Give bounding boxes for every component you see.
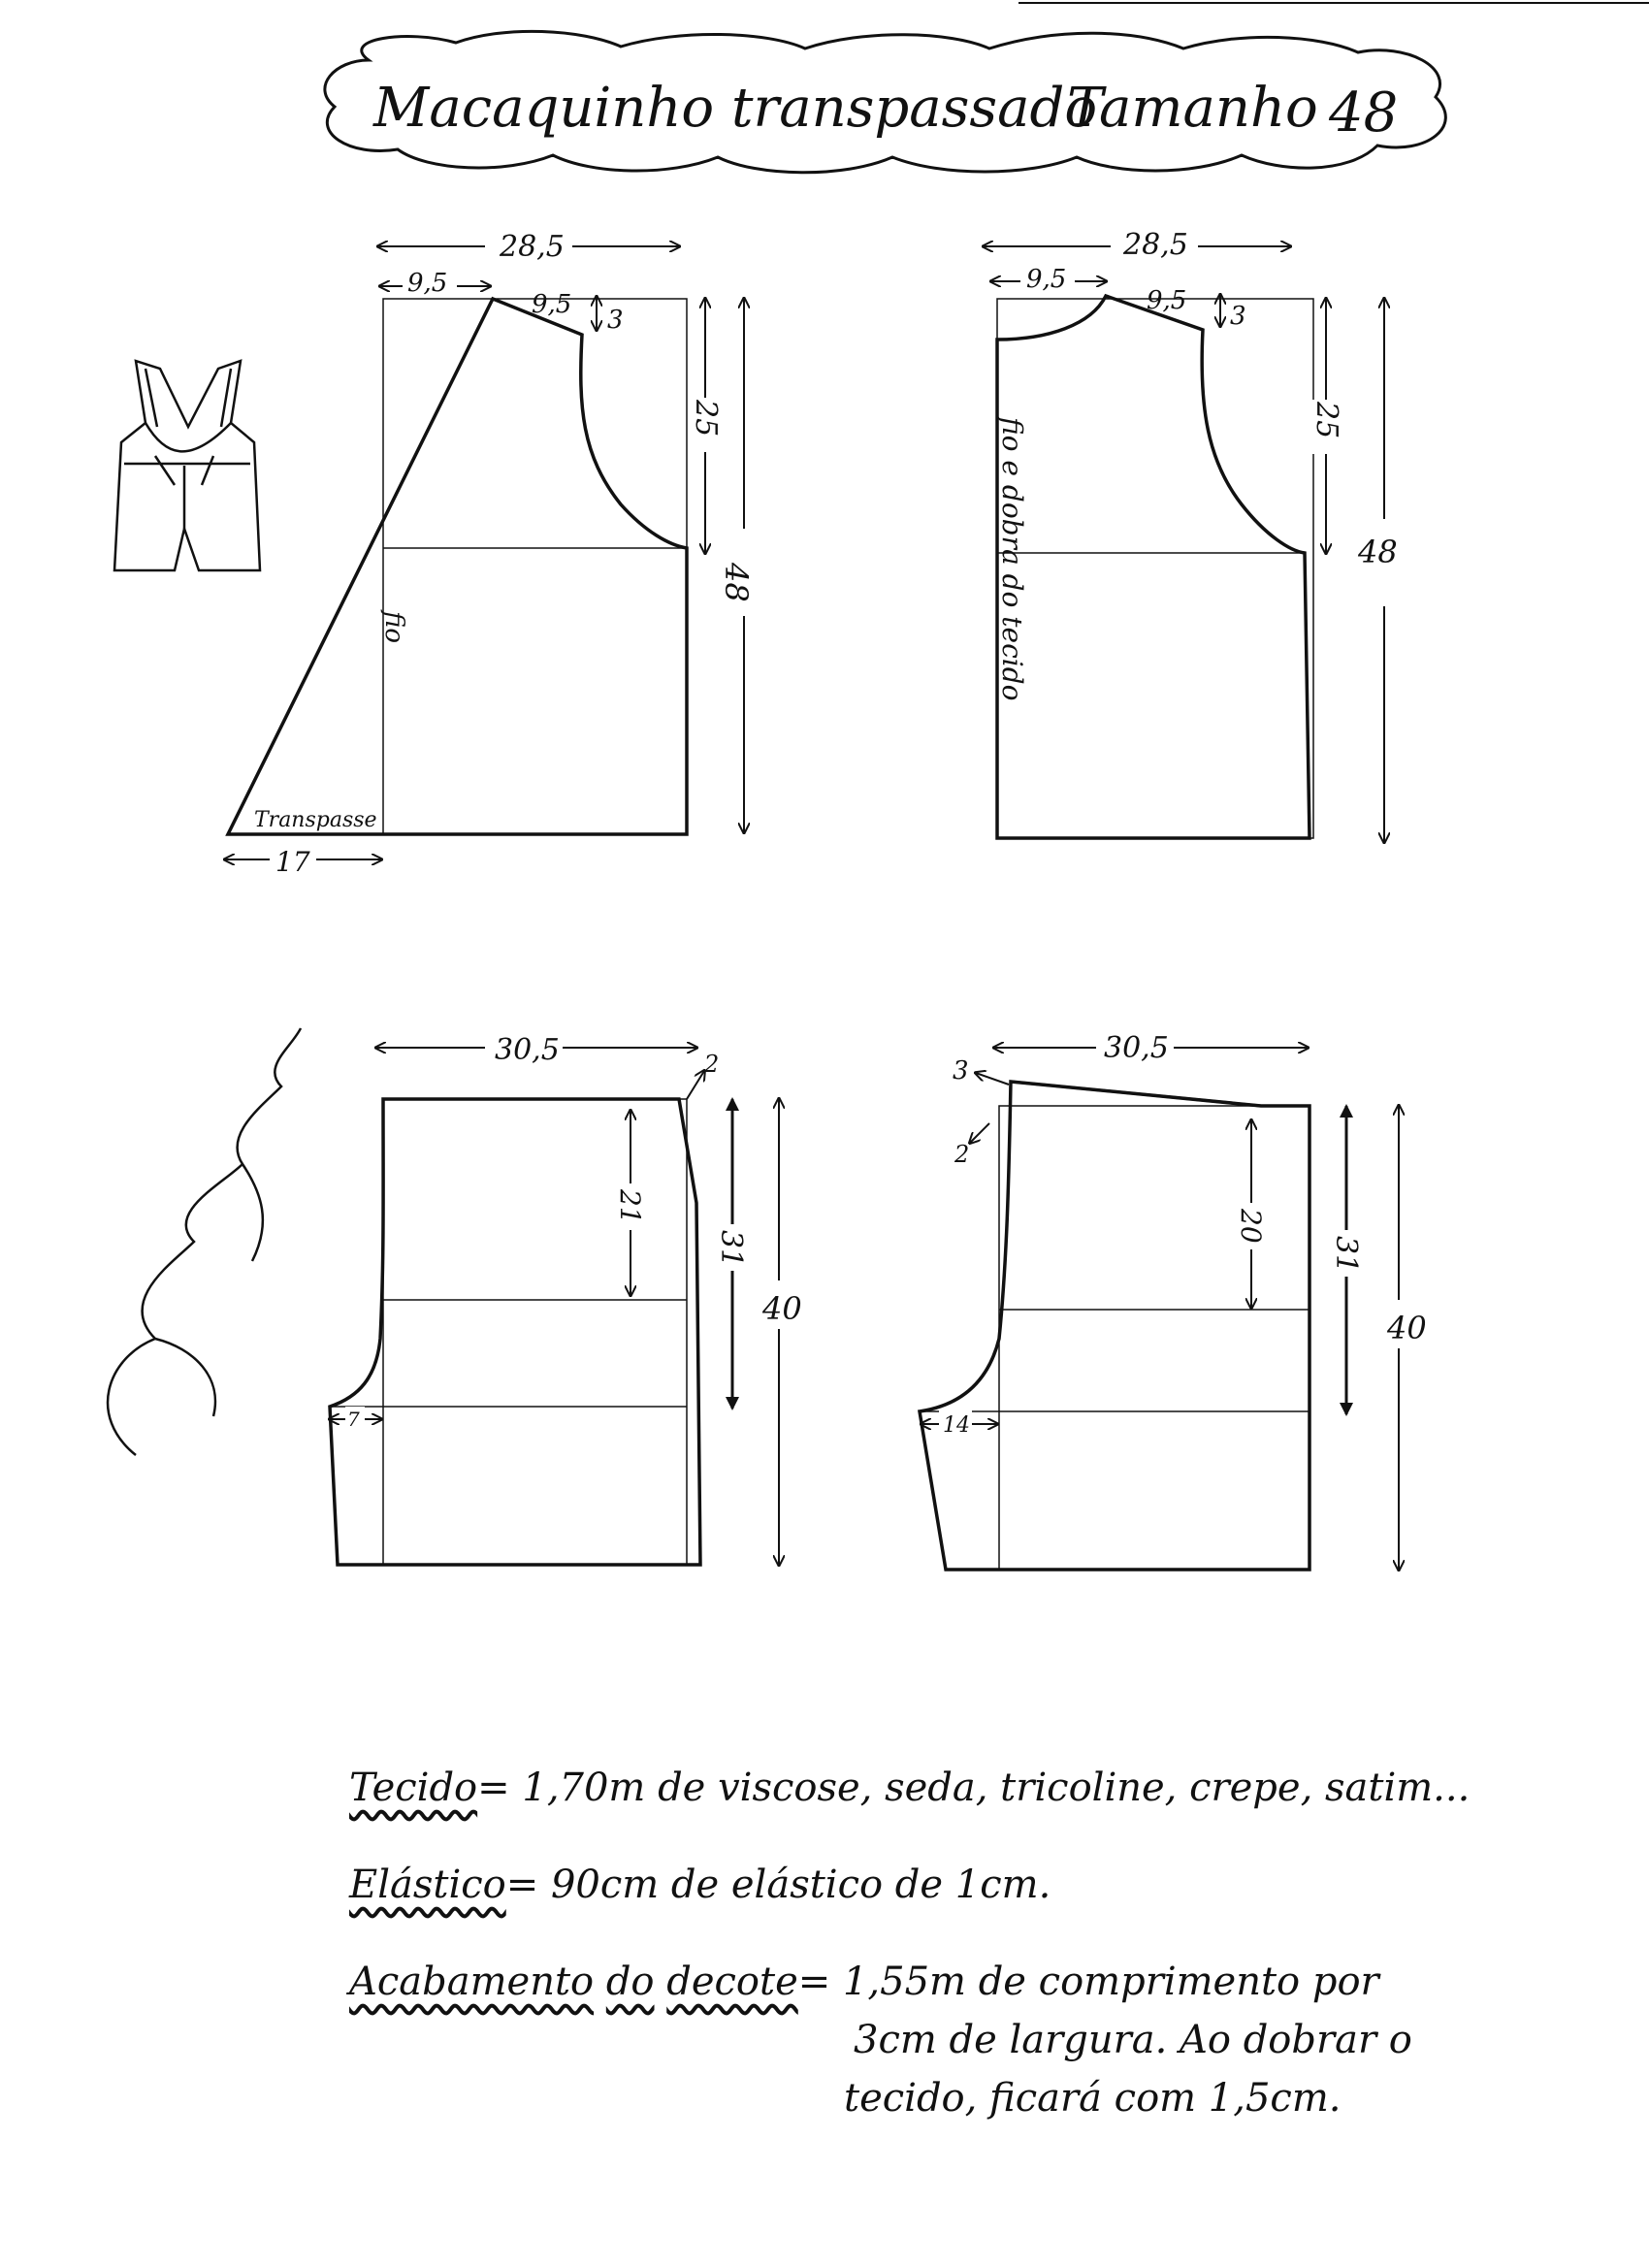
shorts-front-outline	[330, 1099, 700, 1565]
bodice-back-length-label: 48	[1358, 534, 1398, 570]
neckline-finish-text-3: tecido, ficará com 1,5cm.	[844, 2076, 1342, 2121]
garment-sketch	[114, 361, 260, 570]
bodice-back-armhole-label: 25	[1310, 402, 1343, 439]
shorts-front-frame	[383, 1099, 687, 1565]
shorts-front-crotch-ext-label: 7	[347, 1408, 360, 1431]
bodice-back-outline	[997, 296, 1310, 838]
bodice-back-frame	[997, 299, 1313, 838]
bodice-back-piece	[984, 221, 1406, 842]
size-value: 48	[1329, 81, 1399, 145]
shorts-front-crotch-label: 21	[614, 1189, 646, 1224]
shorts-back-piece	[920, 1026, 1427, 1570]
shorts-back-frame	[999, 1106, 1310, 1570]
size-label: Tamanho	[1067, 77, 1318, 140]
elastic-note	[349, 1863, 1051, 1907]
neckline-finish-text-2: 3cm de largura. Ao dobrar o	[854, 2018, 1412, 2062]
bodice-back-fold-label: fio e dobra do tecido	[996, 417, 1028, 701]
bodice-front-outline	[228, 299, 687, 834]
bodice-front-overlap-width-label: 17	[275, 846, 310, 878]
shorts-back-crotch-ext-label: 14	[943, 1413, 970, 1438]
bodice-front-overlap-label: Transpasse	[254, 808, 377, 832]
elastic-note-label: Elástico	[349, 1863, 506, 1907]
neckline-finish-text-1: = 1,55m de comprimento por	[797, 1960, 1379, 2004]
fabric-note-label: Tecido	[349, 1766, 478, 1810]
neckline-finish-label-3: decote	[666, 1960, 798, 2004]
neckline-finish-label-2: do	[605, 1960, 655, 2004]
shorts-back-length-label: 40	[1387, 1310, 1427, 1346]
shorts-front-piece	[330, 1028, 802, 1565]
shorts-front-length-label: 40	[762, 1290, 802, 1327]
shorts-front-waist-rise-label: 2	[704, 1051, 720, 1078]
fabric-note	[349, 1766, 1470, 1810]
designer-signature	[108, 1028, 301, 1455]
bodice-front-grain-label: fio	[379, 611, 408, 643]
fabric-note-text: = 1,70m de viscose, seda, tricoline, crepe, satim...	[477, 1766, 1471, 1810]
shorts-back-waist-rise-arrow	[976, 1073, 1009, 1085]
elastic-note-text: = 90cm de elástico de 1cm.	[505, 1863, 1051, 1907]
bodice-front-width-label: 28,5	[500, 230, 565, 264]
bodice-back-shoulder-length-label: 9,5	[1147, 286, 1187, 315]
shorts-back-side-offset-label: 2	[954, 1141, 970, 1168]
shorts-front-waist-rise-arrow	[687, 1071, 704, 1099]
shorts-back-waist-line	[1011, 1082, 1261, 1106]
shorts-front-hip-label: 31	[714, 1230, 748, 1268]
shorts-back-width-label: 30,5	[1104, 1031, 1169, 1065]
bodice-front-frame	[383, 299, 687, 834]
bodice-front-shoulder-length-label: 9,5	[532, 290, 572, 319]
neckline-finish-label-1: Acabamento	[349, 1960, 595, 2004]
bodice-back-width-label: 28,5	[1123, 228, 1188, 262]
shorts-back-hip-label: 31	[1329, 1236, 1363, 1274]
title-text: Macaquinho transpassado	[373, 77, 1098, 140]
bodice-front-length-label: 48	[718, 563, 755, 602]
title-banner	[325, 31, 1445, 172]
bodice-back-shoulder-drop-label: 3	[1230, 302, 1246, 331]
neckline-finish-note	[349, 1960, 1379, 2004]
shorts-back-crotch-label: 20	[1235, 1209, 1267, 1244]
bodice-front-armhole-label: 25	[689, 400, 723, 437]
shorts-front-width-label: 30,5	[495, 1033, 560, 1067]
bodice-front-shoulder-drop-label: 3	[607, 306, 624, 335]
shorts-back-waist-rise-label: 3	[953, 1056, 969, 1085]
bodice-back-shoulder-offset-label: 9,5	[1026, 265, 1067, 294]
bodice-front-shoulder-offset-label: 9,5	[407, 269, 448, 298]
bodice-front-piece	[225, 221, 765, 878]
shorts-back-side-offset-arrow	[970, 1123, 989, 1143]
